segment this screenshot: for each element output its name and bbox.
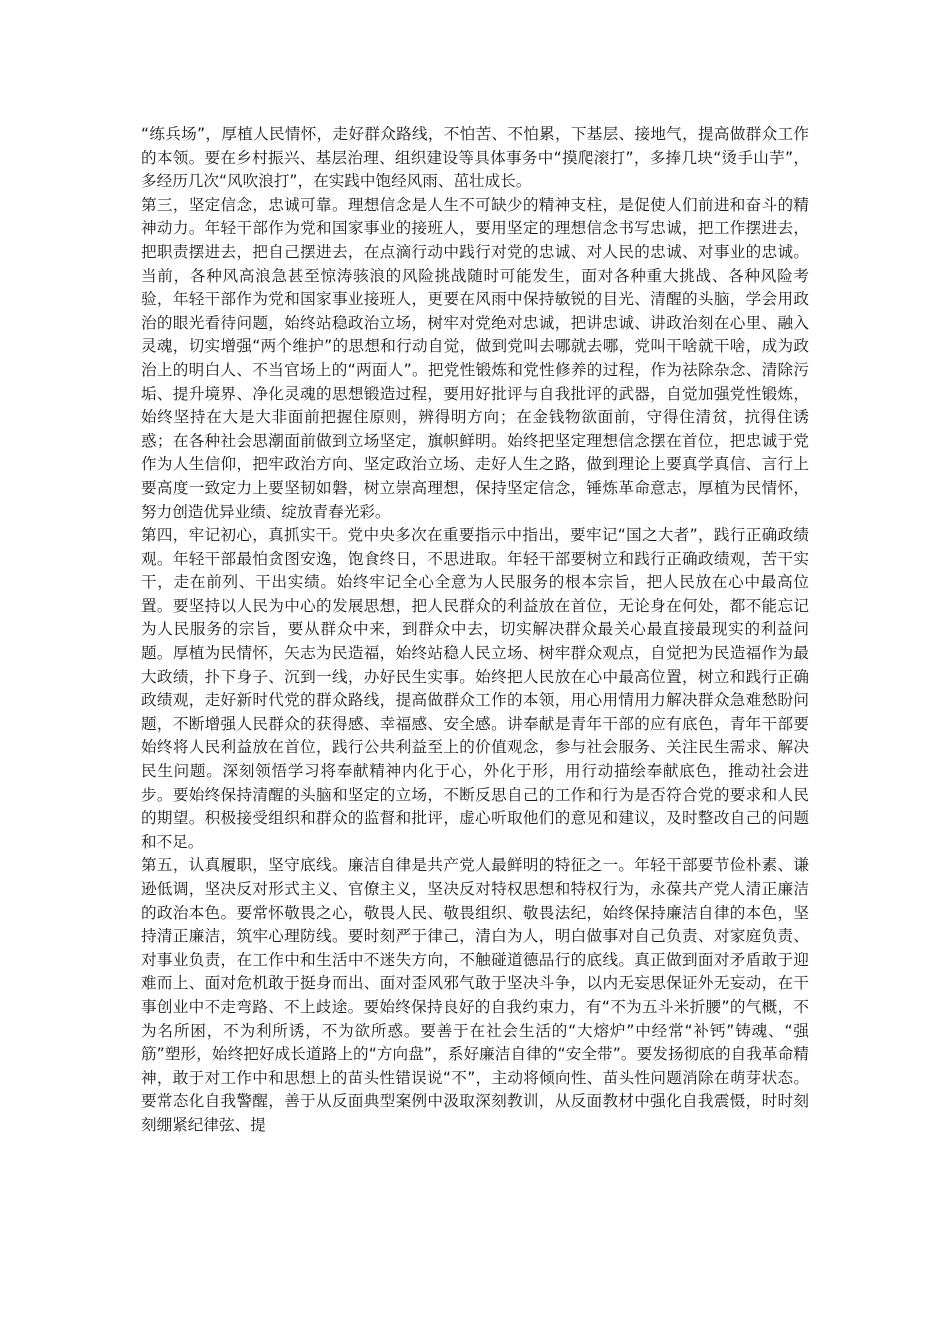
paragraph-third-point: 第三，坚定信念，忠诚可靠。理想信念是人生不可缺少的精神支柱，是促使人们前进和奋斗的精神动力。年轻干部作为党和国家事业的接班人，要用坚定的理想信念书写忠诚，把工作摆进去，把职责摆进去，把自己摆进去，在点滴行动中践行对党的忠诚、对人民的忠诚、对事业的忠诚。当前，各种风高浪急甚至惊涛骇浪的风险挑战随时可能发生，面对各种重大挑战、各种风险考验，年轻干部作为党和国家事业接班人，更要在风雨中保持敏锐的目光、清醒的头脑，学会用政治的眼光看待问题，始终站稳政治立场，树牢对党绝对忠诚，把讲忠诚、讲政治刻在心里、融入灵魂，切实增强“两个维护”的思想和行动自觉，做到党叫去哪就去哪，党叫干啥就干啥，成为政治上的明白人、不当官场上的“两面人”。把党性锻炼和党性修养的过程，作为祛除杂念、清除污垢、提升境界、净化灵魂的思想锻造过程，要用好批评与自我批评的武器，自觉加强党性锻炼，始终坚持在大是大非面前把握住原则，辨得明方向；在金钱物欲面前，守得住清贫，抗得住诱惑；在各种社会思潮面前做到立场坚定，旗帜鲜明。始终把坚定理想信念摆在首位，把忠诚于党作为人生信仰，把牢政治方向、坚定政治立场、走好人生之路，做到理论上要真学真信、言行上要高度一致定力上要坚韧如磐，树立崇高理想，保持坚定信念，锤炼革命意志，厚植为民情怀，努力创造优异业绩、绽放青春光彩。 [141, 195, 809, 521]
document-body [141, 123, 809, 1138]
paragraph-fourth-point: 第四，牢记初心，真抓实干。党中央多次在重要指示中指出，要牢记“国之大者”，践行正确政绩观。年轻干部最怕贪图安逸，饱食终日，不思进取。年轻干部要树立和践行正确政绩观，苦干实干，走在前列、干出实绩。始终牢记全心全意为人民服务的根本宗旨，把人民放在心中最高位置。要坚持以人民为中心的发展思想，把人民群众的利益放在首位，无论身在何处，都不能忘记为人民服务的宗旨，要从群众中来，到群众中去，切实解决群众最关心最直接最现实的利益问题。厚植为民情怀，矢志为民造福，始终站稳人民立场、树牢群众观点，自觉把为民造福作为最大政绩，扑下身子、沉到一线，办好民生实事。始终把人民放在心中最高位置，树立和践行正确政绩观，走好新时代党的群众路线，提高做群众工作的本领，用心用情用力解决群众急难愁盼问题，不断增强人民群众的获得感、幸福感、安全感。讲奉献是青年干部的应有底色，青年干部要始终将人民利益放在首位，践行公共利益至上的价值观念，参与社会服务、关注民生需求、解决民生问题。深刻领悟学习将奉献精神内化于心，外化于形，用行动描绘奉献底色，推动社会进步。要始终保持清醒的头脑和坚定的立场，不断反思自己的工作和行为是否符合党的要求和人民的期望。积极接受组织和群众的监督和批评，虚心听取他们的意见和建议，及时整改自己的问题和不足。 [141, 526, 809, 851]
paragraph-continuation: “练兵场”，厚植人民情怀，走好群众路线，不怕苦、不怕累，下基层、接地气，提高做群众工作的本领。要在乡村振兴、基层治理、组织建设等具体事务中“摸爬滚打”，多捧几块“烫手山芋”，多经历几次“风吹浪打”，在实践中饱经风雨、茁壮成长。 [141, 125, 809, 191]
paragraph-fifth-point: 第五，认真履职，坚守底线。廉洁自律是共产党人最鲜明的特征之一。年轻干部要节俭朴素、谦逊低调，坚决反对形式主义、官僚主义，坚决反对特权思想和特权行为，永葆共产党人清正廉洁的政治本色。要常怀敬畏之心，敬畏人民、敬畏组织、敬畏法纪，始终保持廉洁自律的本色，坚持清正廉洁，筑牢心理防线。要时刻严于律己，清白为人，明白做事对自己负责、对家庭负责、对事业负责，在工作中和生活中不迷失方向，不触碰道德品行的底线。真正做到面对矛盾敢于迎难而上、面对危机敢于挺身而出、面对歪风邪气敢于坚决斗争，以内无妄思保证外无妄动，在干事创业中不走弯路、不上歧途。要始终保持良好的自我约束力，有“不为五斗米折腰”的气概，不为名所困，不为利所诱，不为欲所惑。要善于在社会生活的“大熔炉”中经常“补钙”铸魂、“强筋”塑形，始终把好成长道路上的“方向盘”，系好廉洁自律的“安全带”。要发扬彻底的自我革命精神，敢于对工作中和思想上的苗头性错误说“不”，主动将倾向性、苗头性问题消除在萌芽状态。要常态化自我警醒，善于从反面典型案例中汲取深刻教训，从反面教材中强化自我震慑，时时刻刻绷紧纪律弦、提 [141, 856, 809, 1134]
